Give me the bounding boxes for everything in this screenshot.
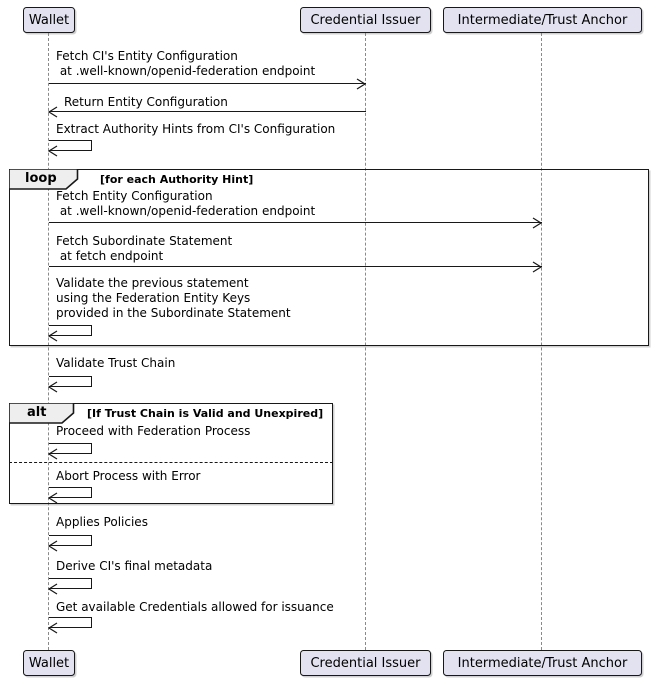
participant-trust-anchor-bottom: Intermediate/Trust Anchor [443, 650, 642, 676]
message-fetch-ci-entity-config: Fetch CI's Entity Configuration at .well-known/openid-federation endpoint [56, 49, 316, 78]
message-return-entity-config: Return Entity Configuration [64, 95, 228, 109]
message-arrow [49, 222, 542, 223]
message-validate-previous-statement: Validate the previous statement using the Federation Entity Keys provided in the Subordinate Statement [56, 276, 291, 320]
message-fetch-entity-config: Fetch Entity Configuration at .well-known/openid-federation endpoint [56, 189, 316, 218]
arrowhead-left-icon [47, 106, 59, 118]
arrowhead-left-icon [47, 583, 59, 595]
arrowhead-left-icon [47, 330, 59, 342]
participant-credential-issuer-bottom: Credential Issuer [300, 650, 431, 676]
arrowhead-right-icon [531, 261, 543, 273]
arrowhead-right-icon [355, 78, 367, 90]
loop-guard-label: [for each Authority Hint] [100, 173, 254, 186]
message-derive-final-metadata: Derive CI's final metadata [56, 559, 213, 573]
arrowhead-left-icon [47, 492, 59, 504]
arrowhead-left-icon [47, 622, 59, 634]
arrowhead-left-icon [47, 145, 59, 157]
participant-wallet-bottom: Wallet [23, 650, 75, 676]
alt-guard-label: [If Trust Chain is Valid and Unexpired] [87, 407, 324, 420]
loop-operator-label: loop [25, 171, 57, 186]
participant-credential-issuer-top: Credential Issuer [300, 7, 431, 33]
message-validate-trust-chain: Validate Trust Chain [56, 356, 176, 370]
message-proceed-federation-process: Proceed with Federation Process [56, 424, 251, 438]
arrowhead-left-icon [47, 448, 59, 460]
participant-wallet-top: Wallet [23, 7, 75, 33]
alt-operator-label: alt [27, 405, 47, 420]
arrowhead-right-icon [531, 217, 543, 229]
message-arrow [49, 111, 366, 112]
alt-else-divider [9, 462, 333, 463]
message-arrow [49, 266, 542, 267]
message-get-available-credentials: Get available Credentials allowed for issuance [56, 600, 334, 614]
message-applies-policies: Applies Policies [56, 515, 148, 529]
message-fetch-subordinate-statement: Fetch Subordinate Statement at fetch endpoint [56, 234, 233, 263]
message-extract-authority-hints: Extract Authority Hints from CI's Configuration [56, 122, 336, 136]
arrowhead-left-icon [47, 381, 59, 393]
arrowhead-left-icon [47, 540, 59, 552]
message-arrow [49, 83, 366, 84]
message-abort-process: Abort Process with Error [56, 469, 201, 483]
participant-trust-anchor-top: Intermediate/Trust Anchor [443, 7, 642, 33]
